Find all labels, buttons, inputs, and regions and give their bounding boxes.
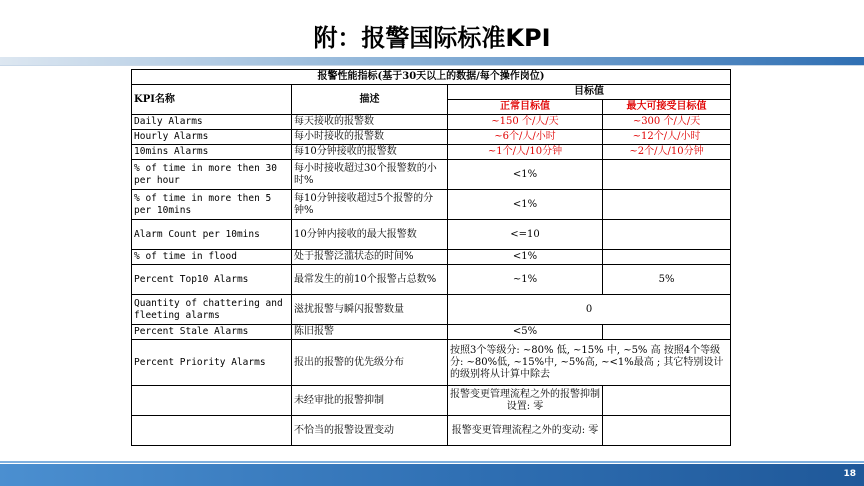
target-value: <5% (448, 325, 603, 340)
kpi-description: 不恰当的报警设置变动 (292, 416, 448, 446)
table-title: 报警性能指标(基于30天以上的数据/每个操作岗位) (132, 70, 731, 85)
header-normal-target: 正常目标值 (448, 100, 603, 115)
max-target: ~12个/人/小时 (603, 130, 731, 145)
header-divider (0, 65, 864, 66)
table-row (132, 295, 731, 325)
table-row (132, 340, 731, 386)
header-description: 描述 (292, 85, 448, 115)
empty-cell (603, 220, 731, 250)
kpi-name: % of time in more then 30 per hour (132, 160, 292, 190)
max-target (603, 386, 731, 416)
kpi-description: 10分钟内接收的最大报警数 (292, 220, 448, 250)
header-band (0, 57, 864, 65)
kpi-name: Hourly Alarms (132, 130, 292, 145)
table-row (132, 145, 731, 160)
kpi-name: Quantity of chattering and fleeting alarms (132, 295, 292, 325)
kpi-description: 最常发生的前10个报警占总数% (292, 265, 448, 295)
kpi-description: 报出的报警的优先级分布 (292, 340, 448, 386)
kpi-name: Alarm Count per 10mins (132, 220, 292, 250)
table-row (132, 190, 731, 220)
header-target: 目标值 (448, 85, 731, 100)
empty-cell (603, 325, 731, 340)
page-number: 18 (843, 469, 856, 479)
table-row (132, 130, 731, 145)
kpi-description: 每小时接收的报警数 (292, 130, 448, 145)
normal-target: 报警变更管理流程之外的报警抑制设置: 零 (448, 386, 603, 416)
kpi-description: 陈旧报警 (292, 325, 448, 340)
kpi-name: Percent Top10 Alarms (132, 265, 292, 295)
empty-cell (603, 160, 731, 190)
kpi-name: % of time in flood (132, 250, 292, 265)
max-target: 5% (603, 265, 731, 295)
table-row (132, 115, 731, 130)
header-kpi-name: KPI名称 (132, 85, 292, 115)
kpi-description: 未经审批的报警抑制 (292, 386, 448, 416)
kpi-table (131, 69, 731, 446)
kpi-name: % of time in more then 5 per 10mins (132, 190, 292, 220)
normal-target: ~6个/人/小时 (448, 130, 603, 145)
table-row (132, 220, 731, 250)
target-value: <=10 (448, 220, 603, 250)
kpi-description: 每10分钟接收的报警数 (292, 145, 448, 160)
kpi-description: 每10分钟接收超过5个报警的分钟% (292, 190, 448, 220)
max-target (603, 416, 731, 446)
kpi-name (132, 386, 292, 416)
kpi-description: 每小时接收超过30个报警数的小时% (292, 160, 448, 190)
target-value: 0 (448, 295, 731, 325)
slide-title: 附：报警国际标准KPI (313, 24, 551, 52)
table-row (132, 416, 731, 446)
footer-divider (0, 461, 864, 463)
target-value: <1% (448, 190, 603, 220)
empty-cell (603, 250, 731, 265)
max-target: ~300 个/人/天 (603, 115, 731, 130)
kpi-name: Daily Alarms (132, 115, 292, 130)
normal-target: 报警变更管理流程之外的变动: 零 (448, 416, 603, 446)
normal-target: ~150 个/人/天 (448, 115, 603, 130)
table-row (132, 386, 731, 416)
table-row (132, 160, 731, 190)
target-value: 按照3个等级分: ~80% 低, ~15% 中, ~5% 高 按照4个等级分: ~80%低, ~15%中, ~5%高, ~<1%最高 ; 其它特别设计的级别将从计算中除去 (448, 340, 731, 386)
normal-target: ~1% (448, 265, 603, 295)
empty-cell (603, 190, 731, 220)
normal-target: ~1个/人/10分钟 (448, 145, 603, 160)
header-max-target: 最大可接受目标值 (603, 100, 731, 115)
target-value: <1% (448, 250, 603, 265)
kpi-name (132, 416, 292, 446)
footer-band (0, 464, 864, 486)
kpi-name: 10mins Alarms (132, 145, 292, 160)
table-row (132, 265, 731, 295)
kpi-description: 处于报警泛滥状态的时间% (292, 250, 448, 265)
table-row (132, 250, 731, 265)
kpi-description: 每天接收的报警数 (292, 115, 448, 130)
kpi-name: Percent Stale Alarms (132, 325, 292, 340)
target-value: <1% (448, 160, 603, 190)
max-target: ~2个/人/10分钟 (603, 145, 731, 160)
kpi-description: 滋扰报警与瞬闪报警数量 (292, 295, 448, 325)
table-row (132, 325, 731, 340)
kpi-name: Percent Priority Alarms (132, 340, 292, 386)
